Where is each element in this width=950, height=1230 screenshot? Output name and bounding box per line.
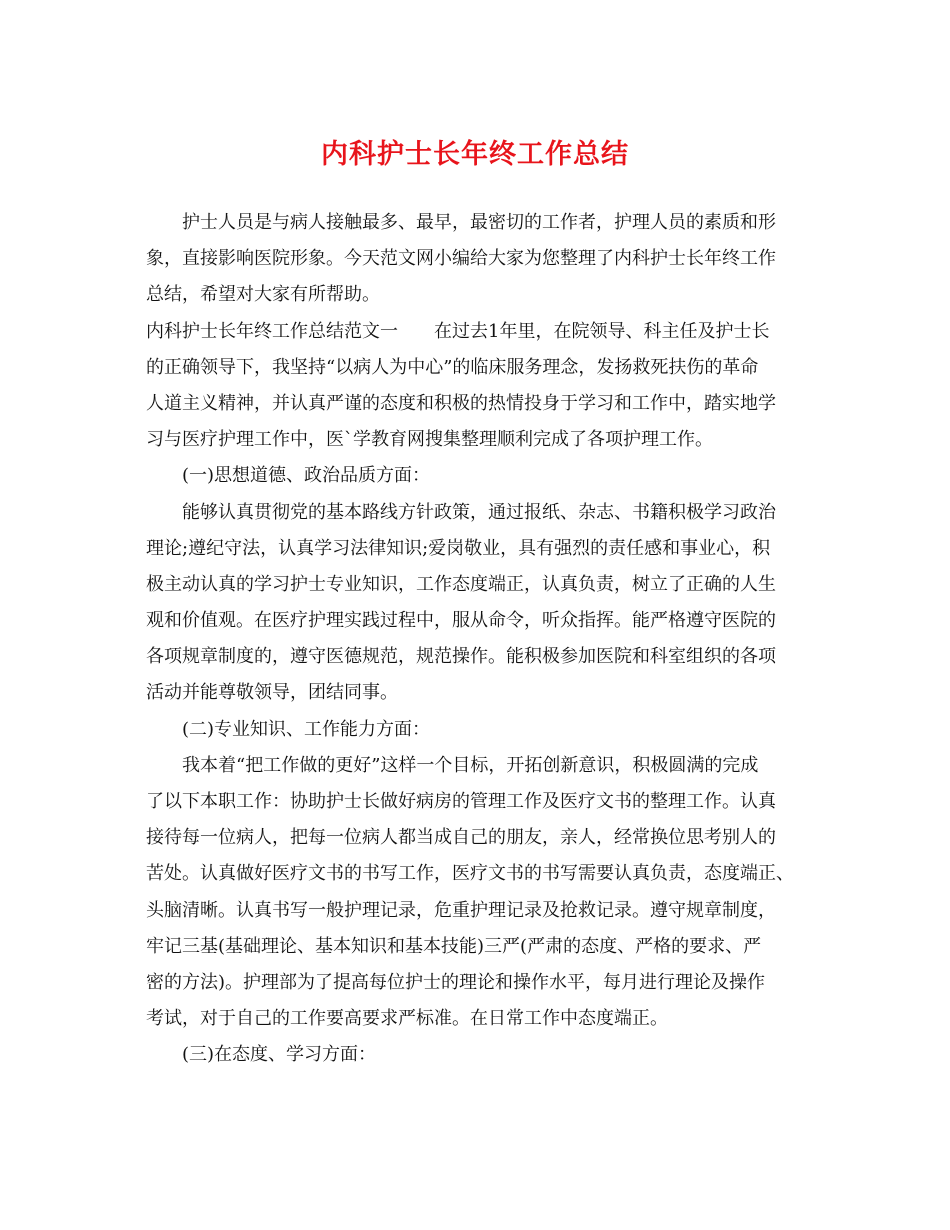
text-line: 我本着“把工作做的更好”这样一个目标，开拓创新意识，积极圆满的完成: [182, 754, 759, 776]
text-line: (二)专业知识、工作能力方面：: [182, 718, 431, 740]
text-line: 习与医疗护理工作中，医`学教育网搜集整理顺利完成了各项护理工作。: [146, 429, 713, 451]
text-line: 了以下本职工作：协助护士长做好病房的管理工作及医疗文书的整理工作。认真: [146, 791, 776, 812]
text-line: 内科护士长年终工作总结范文一 在过去1年里，在院领导、科主任及护士长: [146, 320, 770, 342]
document-title: 内科护士长年终工作总结: [321, 139, 629, 170]
text-line: 总结，希望对大家有所帮助。: [146, 284, 380, 306]
text-line: 密的方法)。护理部为了提高每位护士的理论和操作水平，每月进行理论及操作: [146, 971, 766, 993]
text-line: (三)在态度、学习方面：: [182, 1044, 377, 1066]
document-body: [146, 205, 810, 1074]
text-line: 活动并能尊敬领导，团结同事。: [146, 682, 398, 704]
text-line: 理论;遵纪守法，认真学习法律知识;爱岗敬业，具有强烈的责任感和事业心，积: [146, 537, 771, 559]
text-line: 极主动认真的学习护士专业知识，工作态度端正，认真负责，树立了正确的人生: [146, 573, 776, 595]
text-line: 人道主义精神，并认真严谨的态度和积极的热情投身于学习和工作中，踏实地学: [146, 392, 776, 414]
text-line: 观和价值观。在医疗护理实践过程中，服从命令，听众指挥。能严格遵守医院的: [146, 610, 776, 632]
text-line: 牢记三基(基础理论、基本知识和基本技能)三严(严肃的态度、严格的要求、严: [146, 935, 762, 957]
text-line: 护士人员是与病人接触最多、最早，最密切的工作者，护理人员的素质和形: [182, 212, 776, 233]
text-line: 接待每一位病人，把每一位病人都当成自己的朋友，亲人，经常换位思考别人的: [146, 827, 776, 849]
text-line: 各项规章制度的，遵守医德规范，规范操作。能积极参加医院和科室组织的各项: [146, 646, 776, 668]
text-line: (一)思想道德、政治品质方面：: [182, 465, 431, 487]
text-line: 头脑清晰。认真书写一般护理记录，危重护理记录及抢救记录。遵守规章制度，: [146, 899, 776, 921]
text-line: 能够认真贯彻党的基本路线方针政策，通过报纸、杂志、书籍积极学习政治: [182, 501, 776, 523]
text-line: 象，直接影响医院形象。今天范文网小编给大家为您整理了内科护士长年终工作: [146, 248, 776, 270]
text-line: 的正确领导下，我坚持“以病人为中心”的临床服务理念，发扬救死扶伤的革命: [146, 356, 759, 378]
text-line: 苦处。认真做好医疗文书的书写工作，医疗文书的书写需要认真负责，态度端正、: [146, 863, 794, 885]
text-line: 考试，对于自己的工作要高要求严标准。在日常工作中态度端正。: [146, 1008, 668, 1030]
